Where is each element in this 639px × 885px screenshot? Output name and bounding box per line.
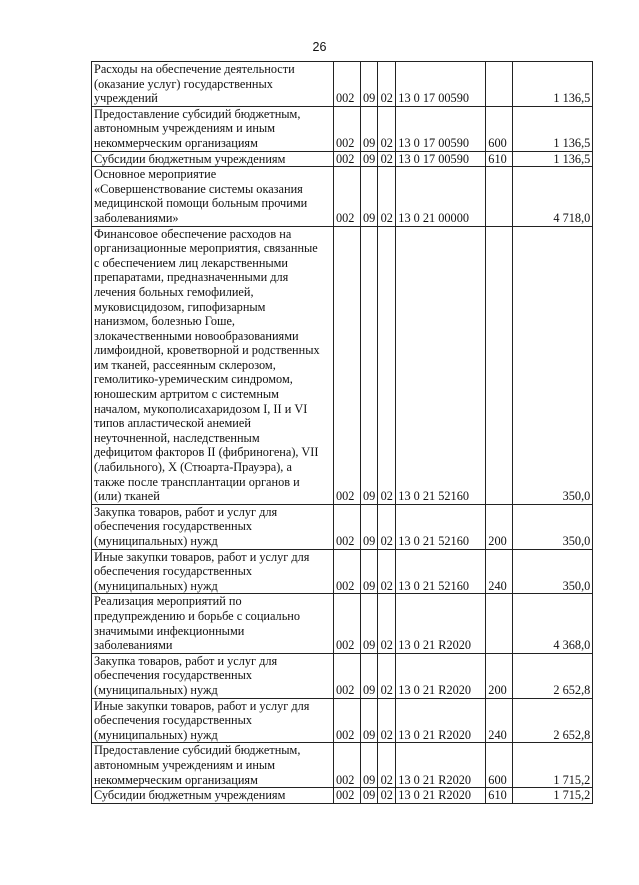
item-name-line: Субсидии бюджетным учреждениям [94,788,286,803]
amount-cell: 4 718,0 [513,167,593,226]
item-name-line: началом, мукополисахаридозом I, II и VI [94,401,308,416]
item-name-line: лимфоидной, кроветворной и родственных [94,343,320,358]
grbs-code-cell: 002 [334,698,361,743]
target-article-cell: 13 0 21 R2020 [396,594,486,653]
expense-type-cell [486,226,513,504]
item-name-line: медицинской помощи больным прочими [94,196,308,211]
item-name-line: обеспечения государственных [94,519,253,534]
item-name-line: (муниципальных) нужд [94,682,218,697]
item-name-line: типов апластической анемией [94,416,251,431]
section-code-cell: 09 [361,226,378,504]
table-row [92,151,593,167]
expense-type-cell [486,62,513,107]
subsection-code-cell: 02 [378,167,396,226]
item-name-line: (муниципальных) нужд [94,578,218,593]
item-name-cell [92,549,334,594]
table-row [92,549,593,594]
item-name-line: им тканей, рассеянным склерозом, [94,357,276,372]
grbs-code-cell: 002 [334,594,361,653]
table-row [92,167,593,226]
amount-cell: 1 715,2 [513,788,593,804]
item-name-line: Субсидии бюджетным учреждениям [94,151,286,166]
item-name-line: Реализация мероприятий по [94,594,242,609]
table-row [92,653,593,698]
item-name-line: Финансовое обеспечение расходов на [94,226,292,241]
table-row [92,62,593,107]
amount-cell: 1 136,5 [513,106,593,151]
section-code-cell: 09 [361,151,378,167]
expense-type-cell: 610 [486,788,513,804]
item-name-line: значимыми инфекционными [94,623,245,638]
expense-type-cell: 240 [486,698,513,743]
table-row [92,788,593,804]
item-name-line: (муниципальных) нужд [94,727,218,742]
item-name-line: муковисцидозом, гипофизарным [94,299,266,314]
section-code-cell: 09 [361,594,378,653]
item-name-line: злокачественными новообразованиями [94,328,299,343]
subsection-code-cell: 02 [378,698,396,743]
section-code-cell: 09 [361,743,378,788]
item-name-line: некоммерческим организациям [94,772,258,787]
subsection-code-cell: 02 [378,226,396,504]
item-name-line: Основное мероприятие [94,167,217,182]
item-name-cell [92,788,334,804]
item-name-line: Иные закупки товаров, работ и услуг для [94,549,310,564]
item-name-line: также после трансплантации органов и [94,474,300,489]
expense-type-cell: 200 [486,504,513,549]
item-name-line: Расходы на обеспечение деятельности [94,62,295,76]
amount-cell: 350,0 [513,226,593,504]
item-name-cell [92,151,334,167]
item-name-line: гемолитико-уремическим синдромом, [94,372,293,387]
item-name-cell [92,743,334,788]
target-article-cell: 13 0 17 00590 [396,151,486,167]
subsection-code-cell: 02 [378,62,396,107]
item-name-line: Закупка товаров, работ и услуг для [94,653,278,668]
subsection-code-cell: 02 [378,594,396,653]
item-name-line: Предоставление субсидий бюджетным, [94,743,301,758]
amount-cell: 1 136,5 [513,62,593,107]
section-code-cell: 09 [361,167,378,226]
section-code-cell: 09 [361,788,378,804]
amount-cell: 2 652,8 [513,698,593,743]
item-name-cell [92,504,334,549]
subsection-code-cell: 02 [378,743,396,788]
item-name-line: препаратами, предназначенными для [94,270,289,285]
item-name-line: нанизмом, болезнью Гоше, [94,314,235,329]
grbs-code-cell: 002 [334,653,361,698]
table-row [92,594,593,653]
target-article-cell: 13 0 21 52160 [396,549,486,594]
expense-type-cell: 600 [486,106,513,151]
item-name-cell [92,167,334,226]
item-name-cell [92,62,334,107]
section-code-cell: 09 [361,698,378,743]
grbs-code-cell: 002 [334,788,361,804]
section-code-cell: 09 [361,106,378,151]
item-name-line: обеспечения государственных [94,564,253,579]
target-article-cell: 13 0 21 52160 [396,226,486,504]
item-name-cell [92,594,334,653]
item-name-line: автономным учреждениям и иным [94,757,275,772]
expense-type-cell [486,167,513,226]
item-name-line: заболеваниями [94,638,173,653]
section-code-cell: 09 [361,549,378,594]
item-name-line: Предоставление субсидий бюджетным, [94,106,301,121]
item-name-line: (или) тканей [94,489,160,504]
grbs-code-cell: 002 [334,167,361,226]
item-name-line: некоммерческим организациям [94,135,258,150]
budget-table-body [92,62,593,804]
expense-type-cell: 200 [486,653,513,698]
grbs-code-cell: 002 [334,106,361,151]
item-name-line: Иные закупки товаров, работ и услуг для [94,698,310,713]
expense-type-cell: 240 [486,549,513,594]
item-name-cell [92,226,334,504]
table-row [92,698,593,743]
budget-table [91,61,593,804]
item-name-line: юношеским артритом с системным [94,387,279,402]
target-article-cell: 13 0 17 00590 [396,62,486,107]
item-name-line: (оказание услуг) государственных [94,76,273,91]
target-article-cell: 13 0 21 R2020 [396,698,486,743]
target-article-cell: 13 0 17 00590 [396,106,486,151]
item-name-line: организационные мероприятия, связанные [94,241,318,256]
grbs-code-cell: 002 [334,504,361,549]
section-code-cell: 09 [361,653,378,698]
target-article-cell: 13 0 21 R2020 [396,743,486,788]
subsection-code-cell: 02 [378,504,396,549]
item-name-line: автономным учреждениям и иным [94,121,275,136]
table-row [92,226,593,504]
grbs-code-cell: 002 [334,549,361,594]
grbs-code-cell: 002 [334,151,361,167]
item-name-line: учреждений [94,91,158,106]
amount-cell: 2 652,8 [513,653,593,698]
amount-cell: 1 715,2 [513,743,593,788]
item-name-line: дефицитом факторов II (фибриногена), VII [94,445,319,460]
table-row [92,504,593,549]
item-name-line: неуточненной, наследственным [94,430,260,445]
amount-cell: 4 368,0 [513,594,593,653]
item-name-line: лечения больных гемофилией, [94,284,254,299]
grbs-code-cell: 002 [334,62,361,107]
table-row [92,743,593,788]
subsection-code-cell: 02 [378,106,396,151]
item-name-cell [92,698,334,743]
expense-type-cell: 600 [486,743,513,788]
amount-cell: 350,0 [513,549,593,594]
target-article-cell: 13 0 21 52160 [396,504,486,549]
item-name-line: обеспечения государственных [94,713,253,728]
target-article-cell: 13 0 21 R2020 [396,788,486,804]
item-name-line: «Совершенствование системы оказания [94,181,303,196]
grbs-code-cell: 002 [334,226,361,504]
table-row [92,106,593,151]
item-name-line: с обеспечением лиц лекарственными [94,255,289,270]
item-name-cell [92,106,334,151]
page-number: 26 [312,40,327,54]
grbs-code-cell: 002 [334,743,361,788]
target-article-cell: 13 0 21 00000 [396,167,486,226]
item-name-line: Закупка товаров, работ и услуг для [94,504,278,519]
item-name-line: предупреждению и борьбе с социально [94,608,301,623]
section-code-cell: 09 [361,62,378,107]
amount-cell: 1 136,5 [513,151,593,167]
item-name-line: (лабильного), X (Стюарта-Прауэра), а [94,460,292,475]
section-code-cell: 09 [361,504,378,549]
amount-cell: 350,0 [513,504,593,549]
expense-type-cell [486,594,513,653]
subsection-code-cell: 02 [378,653,396,698]
target-article-cell: 13 0 21 R2020 [396,653,486,698]
subsection-code-cell: 02 [378,151,396,167]
subsection-code-cell: 02 [378,549,396,594]
item-name-line: обеспечения государственных [94,668,253,683]
expense-type-cell: 610 [486,151,513,167]
subsection-code-cell: 02 [378,788,396,804]
item-name-cell [92,653,334,698]
item-name-line: (муниципальных) нужд [94,534,218,548]
item-name-line: заболеваниями» [94,210,179,225]
